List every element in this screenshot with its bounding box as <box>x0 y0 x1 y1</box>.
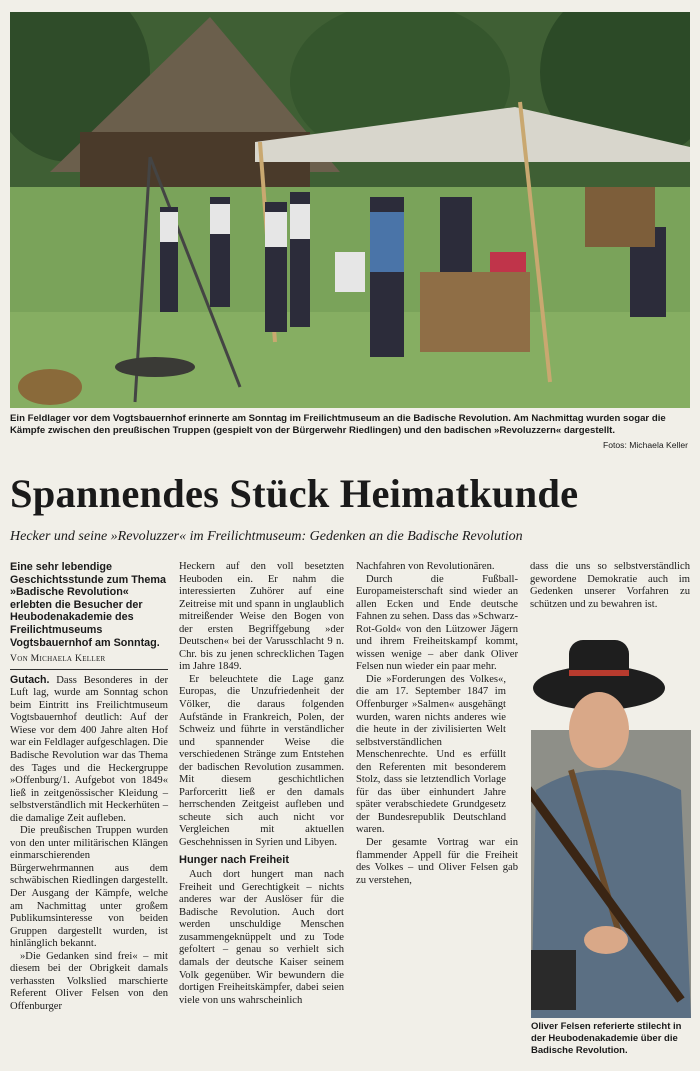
body-paragraph: Heckern auf den voll besetzten Heuboden ein. Er nahm die interessierten Zuhörer auf eine Zeitreise mit und spann in unglaublich mitreißender Weise den Bogen von der ersten Begriffgebung »der Deutschen« bei der Varusschlacht 9 n. Chr. bis zu jenen schrecklichen Tagen im Jahre 1849. <box>179 561 344 673</box>
lead-paragraph: Eine sehr lebendige Geschichtsstunde zum Thema »Badische Revolution« erlebten die Besucher der Heubodenakademie des Freilichtmuseums Vogtsbauernhof am Sonntag. <box>10 561 166 649</box>
body-paragraph: Die preußischen Truppen wurden von den unter militärischen Klängen einmarschierenden Bürgerwehrmannen aus dem schwäbischen Riedlingen dargestellt. Der Ausgang der Kämpfe, welche am Nachmittag unter großem Publikumsinteresse von beiden Gruppen dargestellt wurden, ist hinlänglich bekannt. <box>10 825 168 950</box>
column-3 <box>356 561 518 887</box>
body-paragraph: Auch dort hungert man nach Freiheit und Gerechtigkeit – nichts anderes war der Auslöser für die Badische Revolution. Auch dort werden unschuldige Menschen zusammengeknüppelt und zu Tode gefoltert – genau so verhielt sich damals der deutsche Kaiser seinem Volk gegenüber. Wir bewundern die dortigen Freiheitskämpfer, dabei seien viele von uns wahrscheinlich <box>179 869 344 1006</box>
body-paragraph: Gutach. Dass Besonderes in der Luft lag, wurde am Sonntag schon beim Eintritt ins Freilichtmuseum Vogtsbauernhof deutlich: Auf der Wiese vor dem 400 Jahre alten Hof war ein Feldlager aufgeschlagen. Die Badische Revolution war das Thema des Tages und die Heckergruppe »Offenburg/1. Aufgebot von 1849« ließ in zeitgenössischer Kleidung – selbstverständlich mit Heckerhüten – die damalige Zeit aufleben. <box>10 673 168 824</box>
body-paragraph: Er beleuchtete die Lage ganz Europas, die Unzufriedenheit der Völker, die daraus folgenden Aufstände in Frankreich, Polen, der Schweiz und führte in verständlicher und spannender Weise die verschiedenen Stränge zum Entstehen der badischen Revolution zusammen. Mit diesem geschichtlichen Parforceritt ließ er den damals herrschenden Zeitgeist aufleben und scheute sich auch nicht vor Vergleichen mit aktuellen Geschehnissen in Syrien und Libyen. <box>179 673 344 849</box>
body-paragraph: »Die Gedanken sind frei« – mit diesem bei der Obrigkeit damals verhassten Volkslied marschierte Referent Oliver Felsen von den Offenburger <box>10 950 168 1012</box>
field-camp-photo <box>10 12 690 408</box>
column-4 <box>530 561 690 611</box>
photo-caption: Ein Feldlager vor dem Vogtsbauernhof erinnerte am Sonntag im Freilichtmuseum an die Badische Revolution. Am Nachmittag wurden sogar die Kämpfe zwischen den preußischen Truppen (gespielt von der Bürgerwehr Riedlingen) und den badischen »Revoluzzern« dargestellt. <box>10 413 666 437</box>
dateline: Gutach. <box>10 673 50 686</box>
body-paragraph: dass die uns so selbstverständlich gewordene Demokratie auch im Gedenken unserer Vorfahren zu schützen und zu bewahren ist. <box>530 561 690 610</box>
byline-rule <box>10 669 168 670</box>
body-paragraph: Die »Forderungen des Volkes«, die am 17. September 1847 im Offenburger »Salmen« ausgehängt wurden, waren nichts anderes wie die heute in der zivilisierten Welt selbstverständlichen Menschenrechte. Und es erfüllt den Referenten mit besonderem Stolz, dass sie letztendlich Vorlage für das über einhundert Jahre später verabschiedete Grundgesetz der Bundesrepublik Deutschland waren. <box>356 673 506 836</box>
photo-credit: Fotos: Michaela Keller <box>602 440 688 450</box>
body-paragraph: Durch die Fußball-Europameisterschaft sind wieder an allen Ecken und Ende deutsche Fahnen zu sehen. Dass das »Schwarz-Rot-Gold« von den Lützower Jägern und ihrem Freiheitskampf kommt, wissen wenige – aber dank Oliver Felsen nun wieder ein paar mehr. <box>356 573 518 673</box>
portrait-photo <box>531 640 691 1018</box>
subheadline: Hecker und seine »Revoluzzer« im Freilichtmuseum: Gedenken an die Badische Revolution <box>10 529 523 544</box>
column-2 <box>179 561 344 1007</box>
portrait-caption: Oliver Felsen referierte stilecht in der Heubodenakademie über die Badische Revolution. <box>531 1021 682 1056</box>
body-paragraph: Der gesamte Vortrag war ein flammender Appell für die Freiheit des Volkes – und Oliver Felsen gab zu verstehen, <box>356 837 518 886</box>
body-paragraph: Nachfahren von Revolutionären. <box>356 561 495 572</box>
byline: Von Michaela Keller <box>10 653 106 665</box>
headline: Spannendes Stück Heimatkunde <box>10 471 579 516</box>
column-1 <box>10 561 168 1013</box>
section-subtitle: Hunger nach Freiheit <box>179 853 290 866</box>
